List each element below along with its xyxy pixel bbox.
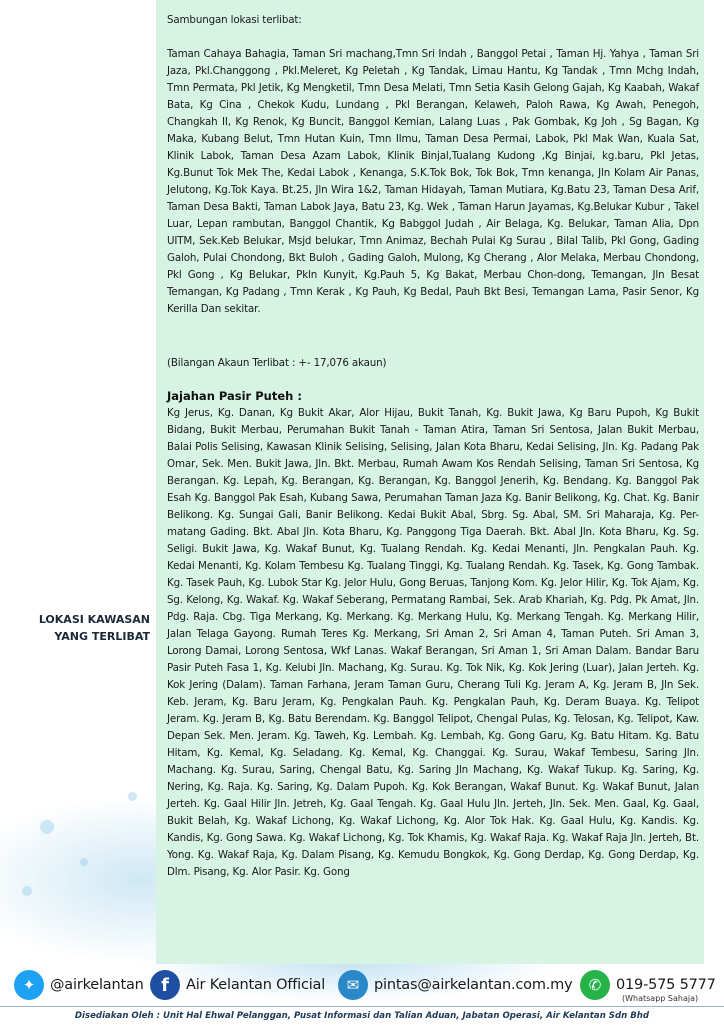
continuation-heading: Sambungan lokasi terlibat:: [167, 14, 302, 26]
twitter-contact[interactable]: [14, 970, 144, 1000]
email-contact[interactable]: [338, 970, 572, 1000]
twitter-icon: ✦: [14, 970, 44, 1000]
facebook-contact[interactable]: [150, 970, 325, 1000]
email-icon: ✉: [338, 970, 368, 1000]
water-drop-decoration: [128, 792, 137, 801]
whatsapp-note: (Whatsapp Sahaja): [622, 994, 699, 1003]
facebook-page: Air Kelantan Official: [186, 977, 326, 993]
facebook-icon: f: [150, 970, 180, 1000]
email-address: pintas@airkelantan.com.my: [374, 977, 573, 993]
twitter-handle: @airkelantan: [50, 977, 144, 993]
whatsapp-icon: ✆: [580, 970, 610, 1000]
water-drop-decoration: [80, 858, 88, 866]
water-drop-decoration: [40, 820, 54, 834]
district-heading: Jajahan Pasir Puteh :: [167, 389, 302, 403]
section-2-locations: Kg Jerus, Kg. Danan, Kg Bukit Akar, Alor Hijau, Bukit Tanah, Kg. Bukit Jawa, Kg Baru Pupoh, Kg Bukit Bidang, Bukit Merbau, Perumahan Bukit Tanah - Taman Atira, Taman Sri Sentosa, Jalan Bukit Merbau, Balai Polis Selising, Kawasan Klinik Selising, Selising, Jalan Kota Bharu, Kedai Selising, Jln. Kg. Padang Pak Omar, Sek. Men. Bukit Jawa, Jln. Bkt. Merbau, Rumah Awam Kos Rendah Selising, Taman Sri Sentosa, Kg Berangan. Kg. Lepah, Kg. Berangan, Kg. Berangan, Kg. Banggol Jenerih, Kg. Bendang. Kg. Banggol Pak Esah Kg. Banggol Pak Esah, Kubang Sawa, Perumahan Taman Jaza Kg. Banir Belikong, Kg. Chat. Kg. Banir Belikong. Kg. Sungai Gali, Banir Belikong. Kedai Bukit Abal, Sbrg. Sg. Abal, SM. Sri Maharaja, Kg. Per-matang Gading. Bkt. Abal Jln. Kota Bharu, Kg. Panggong Tiga Daerah. Bkt. Abal Jln. Kota Bharu, Kg. Sg. Seligi. Bukit Jawa, Kg. Wakaf Bunut, Kg. Tualang Rendah. Kg. Kedai Menanti, Jln. Pengkalan Pauh. Kg. Kedai Menanti, Kg. Kolam Tembesu Kg. Tualang Tinggi, Kg. Tualang Rendah. Kg. Tasek, Kg. Gong Tambak. Kg. Tasek Pauh, Kg. Lubok Star Kg. Jelor Hulu, Gong Beruas, Tanjong Kom. Kg. Jelor Hilir, Kg. Tok Ajam, Kg. Sg. Kelong, Kg. Wakaf. Kg. Wakaf Seberang, Permatang Rambai, Sek. Arab Khariah, Kg. Pdg. Pk Amat, Jln. Pdg. Raja. Cbg. Tiga Merkang, Kg. Merkang. Kg. Merkang Hulu, Kg. Merkang Tengah. Kg. Merkang Hilir, Jalan Telaga Gayong. Rumah Teres Kg. Merkang, Sri Aman 2, Sri Aman 4, Taman Puteh. Sri Aman 3, Lorong Damai, Lorong Sentosa, Wkf Lanas. Wakaf Berangan, Sri Aman 1, Sri Aman Dalam. Bandar Baru Pasir Puteh Fasa 1, Kg. Kelubi Jln. Machang, Kg. Surau. Kg. Tok Nik, Kg. Kok Jering (Luar), Jalan Jerteh. Kg. Kok Jering (Dalam). Taman Farhana, Jeram Taman Guru, Cherang Tuli Kg. Jeram A, Kg. Jeram B, Jln Sek. Keb. Jeram, Kg. Baru Jeram, Kg. Pengkalan Pauh. Kg. Pengkalan Pauh, Kg. Deram Buaya. Kg. Telipot Jeram. Kg. Jeram B, Kg. Batu Berendam. Kg. Banggol Telipot, Chengal Pulas, Kg. Telosan, Kg. Telipot, Kaw. Depan Sek. Men. Jeram. Kg. Taweh, Kg. Lembah. Kg. Lembah, Kg. Gong Garu, Kg. Batu Hitam. Kg. Batu Hitam, Kg. Kemal, Kg. Seladang. Kg. Kemal, Kg. Changgai. Kg. Surau, Wakaf Tembesu, Saring Jln. Machang. Kg. Surau, Saring, Chengal Batu, Kg. Saring Jln Machang, Kg. Wakaf Tukup. Kg. Saring, Kg. Nering, Kg. Raja. Kg. Saring, Kg. Dalam Pupoh. Kg. Kok Berangan, Wakaf Bunut. Kg. Wakaf Bunut, Jalan Jerteh. Kg. Gaal Hilir Jln. Jetreh, Kg. Gaal Tengah. Kg. Gaal Hulu Jln. Jerteh, Jln. Sek. Men. Gaal, Kg. Gaal, Bukit Belah, Kg. Wakaf Lichong, Kg. Wakaf Lichong, Kg. Alor Tok Hak. Kg. Gaal Hulu, Kg. Kandis. Kg. Kandis, Kg. Gong Sawa. Kg. Wakaf Lichong, Kg. Tok Khamis, Kg. Wakaf Raja. Kg. Wakaf Raja Jln. Jerteh, Bt. Yong. Kg. Wakaf Raja, Kg. Dalam Pisang, Kg. Kemudu Bongkok, Kg. Gong Derdap, Kg. Gong Derdap, Kg. Dlm. Pisang, Kg. Alor Pasir. Kg. Gong: [167, 407, 699, 878]
whatsapp-number: 019-575 5777: [616, 977, 716, 993]
prepared-by-bar: [0, 1006, 724, 1025]
section-1-locations: Taman Cahaya Bahagia, Taman Sri machang,Tmn Sri Indah , Banggol Petai , Taman Hj. Yahya , Taman Sri Jaza, Pkl.Changgong , Pkl.Meleret, Kg Peletah , Kg Tandak, Limau Hantu, Kg Tandak , Tmn Mchg Indah, Tmn Permata, Pkl Jetik, Kg Mengketil, Tmn Desa Melati, Tmn Setia Kasih Gelong Gajah, Kg Kaabah, Wakaf Bata, Kg Cina , Chekok Kudu, Lundang , Pkl Berangan, Kelaweh, Paloh Rawa, Kg Awah, Penegoh, Changkah II, Kg Renok, Kg Buncit, Banggol Kemian, Lalang Luas , Pak Gombak, Kg Joh , Sg Bagan, Kg Maka, Kubang Belut, Tmn Hutan Kuin, Tmn Ilmu, Taman Desa Permai, Labok, Pkl Mak Wan, Kuala Sat, Klinik Labok, Taman Desa Azam Labok, Klinik Binjal,Tualang Kudong ,Kg Binjai, kg.baru, Pkl Jetas, Kg.Bunut Tok Mek The, Kedai Labok , Kenanga, S.K.Tok Bok, Tok Bok, Tmn kenanga, Jln Kolam Air Panas, Jelutong, Kg.Tok Kaya. Bt.25, Jln Wira 1&2, Taman Hidayah, Taman Mutiara, Kg.Batu 23, Taman Desa Arif, Taman Desa Bakti, Taman Labok Jaya, Batu 23, Kg. Wek , Taman Harun Jayamas, Kg.Belukar Kubur , Takel Luar, Lepan rambutan, Banggol Chantik, Kg Babggol Judah , Air Belaga, Kg. Belukar, Taman Alia, Dpn UITM, Sek.Keb Belukar, Msjd belukar, Tmn Animaz, Bechah Pulai Kg Surau , Bilal Talib, Pkl Gong, Gading Galoh, Pulai Chondong, Bkt Buloh , Gading Galoh, Mulong, Kg Cherang , Alor Melaka, Merbau Chondong, Pkl Gong , Kg Belukar, Pkln Kunyit, Kg.Pauh 5, Kg Bakat, Merbau Chon-dong, Temangan, Jln Besat Temangan, Kg Padang , Tmn Kerak , Kg Pauh, Kg Bedal, Pauh Bkt Besi, Temangan Lama, Pasir Senor, Kg Kerilla Dan sekitar.: [167, 48, 699, 315]
footer-contacts: [0, 966, 724, 1006]
water-drop-decoration: [22, 886, 32, 896]
account-count: (Bilangan Akaun Terlibat : +- 17,076 akaun): [167, 357, 387, 369]
prepared-by-text: Disediakan Oleh : Unit Hal Ehwal Pelanggan, Pusat Informasi dan Talian Aduan, Jabatan Operasi, Air Kelantan Sdn Bhd: [74, 1011, 650, 1021]
side-label: LOKASI KAWASAN YANG TERLIBAT: [38, 613, 150, 643]
